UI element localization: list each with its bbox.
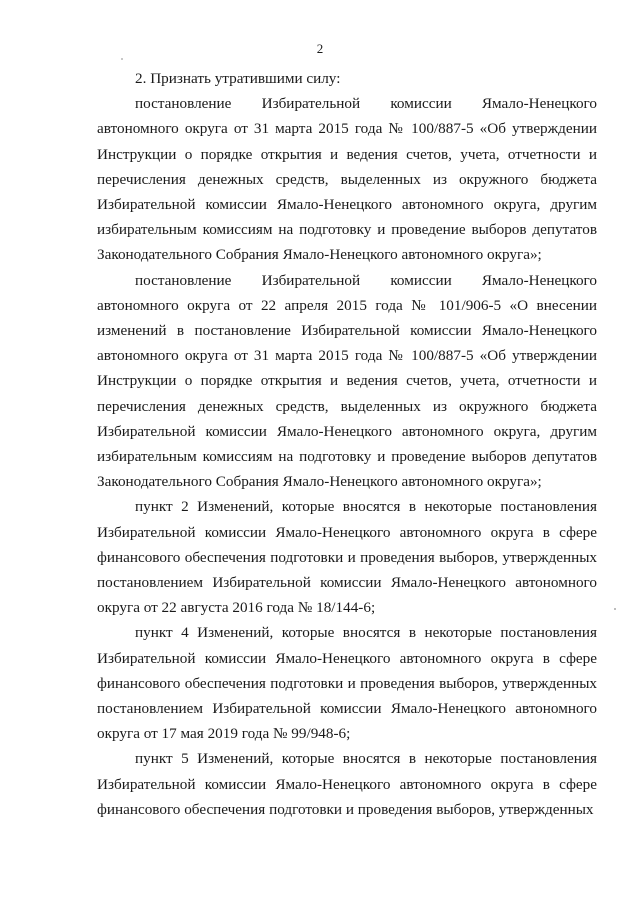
scan-speck — [121, 58, 123, 60]
paragraph-resolution-100-887-5: постановление Избирательной комиссии Ямало-Ненецкого автономного округа от 31 марта 2015 года № 100/887-5 «Об утверждении Инструкции о порядке открытия и ведения счетов, учета, отчетности и перечисления денежных средств, выделенных из окружного бюджета Избирательной комиссии Ямало-Ненецкого автономного округа, другим избирательным комиссиям на подготовку и проведение выборов депутатов Законодательного Собрания Ямало-Ненецкого автономного округа»; — [97, 95, 597, 264]
paragraph-resolution-101-906-5: постановление Избирательной комиссии Ямало-Ненецкого автономного округа от 22 апреля 2015 года № 101/906-5 «О внесении изменений в постановление Избирательной комиссии Ямало-Ненецкого автономного округа от 31 марта 2015 года № 100/887-5 «Об утверждении Инструкции о порядке открытия и ведения счетов, учета, отчетности и перечисления денежных средств, выделенных из окружного бюджета Избирательной комиссии Ямало-Ненецкого автономного округа, другим избирательным комиссиям на подготовку и проведение выборов депутатов Законодательного Собрания Ямало-Ненецкого автономного округа»; — [97, 271, 597, 491]
paragraph-heading-item: 2. Признать утратившими силу: — [135, 70, 341, 87]
margin-mark — [614, 608, 616, 610]
document-body — [97, 66, 597, 822]
page-number: 2 — [316, 41, 324, 56]
paragraph-clause-4: пункт 4 Изменений, которые вносятся в некоторые постановления Избирательной комиссии Ямало-Ненецкого автономного округа в сфере финансового обеспечения подготовки и проведения выборов, утвержденных постановлением Избирательной комиссии Ямало-Ненецкого автономного округа от 17 мая 2019 года № 99/948-6; — [97, 624, 597, 743]
paragraph-clause-2: пункт 2 Изменений, которые вносятся в некоторые постановления Избирательной комиссии Ямало-Ненецкого автономного округа в сфере финансового обеспечения подготовки и проведения выборов, утвержденных постановлением Избирательной комиссии Ямало-Ненецкого автономного округа от 22 августа 2016 года № 18/144-6; — [97, 498, 597, 617]
paragraph-clause-5: пункт 5 Изменений, которые вносятся в некоторые постановления Избирательной комиссии Ямало-Ненецкого автономного округа в сфере финансового обеспечения подготовки и проведения выборов, утвержденных — [97, 750, 597, 818]
